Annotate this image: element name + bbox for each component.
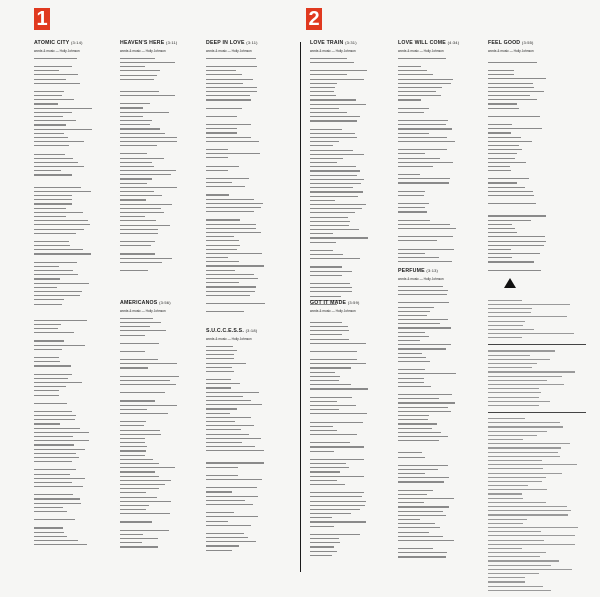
lyric-line — [398, 455, 462, 459]
lyrics-block — [120, 56, 184, 272]
song-atomic-city — [34, 40, 98, 547]
lyric-line — [206, 301, 270, 305]
lyric-line — [206, 523, 270, 527]
liner-notes — [488, 295, 586, 592]
lyric-line — [488, 336, 586, 340]
song-feel-good — [488, 40, 552, 272]
song-heavens-here — [120, 40, 184, 273]
lyric-line — [34, 302, 98, 306]
lyric-line — [398, 480, 462, 484]
song-title: AMERICANOS (3:56) — [120, 300, 171, 306]
lyric-line — [310, 341, 374, 345]
lyric-line — [206, 502, 270, 506]
lyric-line — [120, 244, 184, 248]
lyric-line — [398, 293, 462, 297]
song-success — [206, 328, 270, 552]
lyric-line — [398, 538, 462, 542]
lyric-line — [488, 114, 552, 118]
lyric-line — [34, 252, 98, 256]
lyric-line — [398, 210, 462, 214]
lyric-line — [488, 588, 586, 592]
lyric-line — [310, 273, 374, 277]
lyric-line — [34, 56, 98, 60]
lyric-line — [34, 347, 98, 351]
lyric-line — [398, 110, 462, 114]
lyric-line — [398, 164, 462, 168]
lyric-line — [398, 359, 462, 363]
lyric-line — [34, 543, 98, 547]
song-deep-in-love — [206, 40, 270, 314]
lyric-line — [398, 384, 462, 388]
lyric-line — [206, 168, 270, 172]
notes-divider — [488, 344, 586, 345]
song-americanos — [120, 300, 184, 549]
lyrics-block — [120, 316, 184, 549]
lyric-line — [398, 439, 462, 443]
lyric-line — [310, 482, 374, 486]
lyric-line — [310, 119, 374, 123]
lyric-line — [120, 349, 184, 353]
lyrics-block — [398, 284, 462, 559]
song-title: GOT IT MADE (3:59) — [310, 300, 360, 306]
song-got-it-made — [310, 300, 374, 557]
song-credit: words & music — Holly Johnson — [310, 49, 356, 53]
lyric-line — [310, 349, 374, 353]
lyric-line — [34, 393, 98, 397]
lyrics-block — [206, 344, 270, 552]
song-credit: words & music — Holly Johnson — [120, 309, 166, 313]
song-credit: words & music — Holly Johnson — [398, 277, 444, 281]
lyric-line — [120, 382, 184, 386]
lyric-line — [120, 268, 184, 272]
side-1-number: 1 — [34, 8, 50, 30]
lyric-line — [310, 449, 374, 453]
lyric-line — [206, 449, 270, 453]
lyric-line — [120, 341, 184, 345]
lyric-line — [488, 60, 552, 64]
lyric-line — [488, 106, 552, 110]
lyric-line — [206, 114, 270, 118]
lyric-line — [398, 226, 462, 230]
lyrics-block — [310, 316, 374, 557]
song-title: LOVE TRAIN (3:31) — [310, 40, 357, 46]
lyric-line — [310, 553, 374, 557]
lyric-line — [488, 202, 552, 206]
lyric-line — [34, 144, 98, 148]
lyric-line — [206, 310, 270, 314]
lyric-line — [488, 193, 552, 197]
lyric-line — [310, 257, 374, 261]
lyric-line — [34, 460, 98, 464]
lyric-line — [34, 331, 98, 335]
lyric-line — [398, 239, 462, 243]
notes-divider — [488, 412, 586, 413]
lyric-line — [206, 210, 270, 214]
notes-block — [488, 298, 586, 340]
lyric-line — [206, 369, 270, 373]
lyric-line — [206, 56, 270, 60]
lyric-line — [398, 56, 462, 60]
lyric-line — [120, 260, 184, 264]
lyric-line — [120, 411, 184, 415]
lyric-line — [398, 139, 462, 143]
song-title: S.U.C.C.E.S.S. (3:18) — [206, 328, 258, 334]
song-credit: words & music — Holly Johnson — [34, 49, 80, 53]
triangle-icon — [504, 278, 516, 288]
side-2-number: 2 — [306, 8, 322, 30]
lyric-line — [120, 512, 184, 516]
lyric-line — [34, 173, 98, 177]
song-credit: words & music — Holly Johnson — [206, 337, 252, 341]
lyric-line — [310, 433, 374, 437]
lyric-line — [206, 98, 270, 102]
lyric-line — [34, 509, 98, 513]
lyric-line — [206, 139, 270, 143]
lyric-line — [34, 518, 98, 522]
song-credit: words & music — Holly Johnson — [398, 49, 444, 53]
lyric-line — [34, 81, 98, 85]
lyric-line — [310, 524, 374, 528]
lyric-line — [488, 268, 552, 272]
lyric-line — [206, 106, 270, 110]
lyric-line — [310, 412, 374, 416]
lyric-line — [398, 98, 462, 102]
lyric-line — [120, 545, 184, 549]
song-love-will-come — [398, 40, 462, 264]
lyric-line — [34, 401, 98, 405]
lyric-line — [206, 293, 270, 297]
song-credit: words & music — Holly Johnson — [488, 49, 534, 53]
lyric-line — [488, 169, 552, 173]
song-credit: words & music — Holly Johnson — [206, 49, 252, 53]
song-title: HEAVEN'S HERE (3:11) — [120, 40, 178, 46]
lyric-line — [398, 193, 462, 197]
song-credit: words & music — Holly Johnson — [120, 49, 166, 53]
lyric-line — [120, 391, 184, 395]
song-title: FEEL GOOD (3:55) — [488, 40, 534, 46]
notes-block — [488, 349, 586, 408]
lyric-line — [310, 387, 374, 391]
lyric-line — [398, 260, 462, 264]
side-divider — [300, 42, 301, 572]
lyric-line — [488, 403, 586, 407]
song-credit: words & music — Holly Johnson — [310, 309, 356, 313]
lyric-line — [206, 477, 270, 481]
song-title: DEEP IN LOVE (3:11) — [206, 40, 258, 46]
lyric-line — [120, 144, 184, 148]
lyric-line — [206, 185, 270, 189]
lyric-line — [120, 77, 184, 81]
lyrics-block — [310, 56, 374, 306]
lyric-line — [206, 465, 270, 469]
lyric-line — [34, 364, 98, 368]
lyric-line — [34, 231, 98, 235]
lyric-line — [120, 333, 184, 337]
lyric-line — [398, 181, 462, 185]
lyric-line — [488, 260, 552, 264]
lyric-line — [398, 555, 462, 559]
lyrics-block — [34, 56, 98, 547]
lyrics-block — [206, 56, 270, 314]
song-title: LOVE WILL COME (4:34) — [398, 40, 460, 46]
lyric-line — [206, 548, 270, 552]
lyrics-block — [488, 56, 552, 272]
lyric-line — [120, 231, 184, 235]
lyric-line — [120, 520, 184, 524]
song-love-train — [310, 40, 374, 307]
lyric-line — [120, 94, 184, 98]
song-title: ATOMIC CITY (3:14) — [34, 40, 83, 46]
song-perfume — [398, 268, 462, 559]
lyric-line — [34, 485, 98, 489]
lyrics-block — [398, 56, 462, 264]
song-title: PERFUME (3:13) — [398, 268, 439, 274]
lyric-line — [120, 366, 184, 370]
lyric-line — [310, 240, 374, 244]
notes-block — [488, 417, 586, 593]
lyric-line — [206, 156, 270, 160]
lyric-line — [310, 60, 374, 64]
